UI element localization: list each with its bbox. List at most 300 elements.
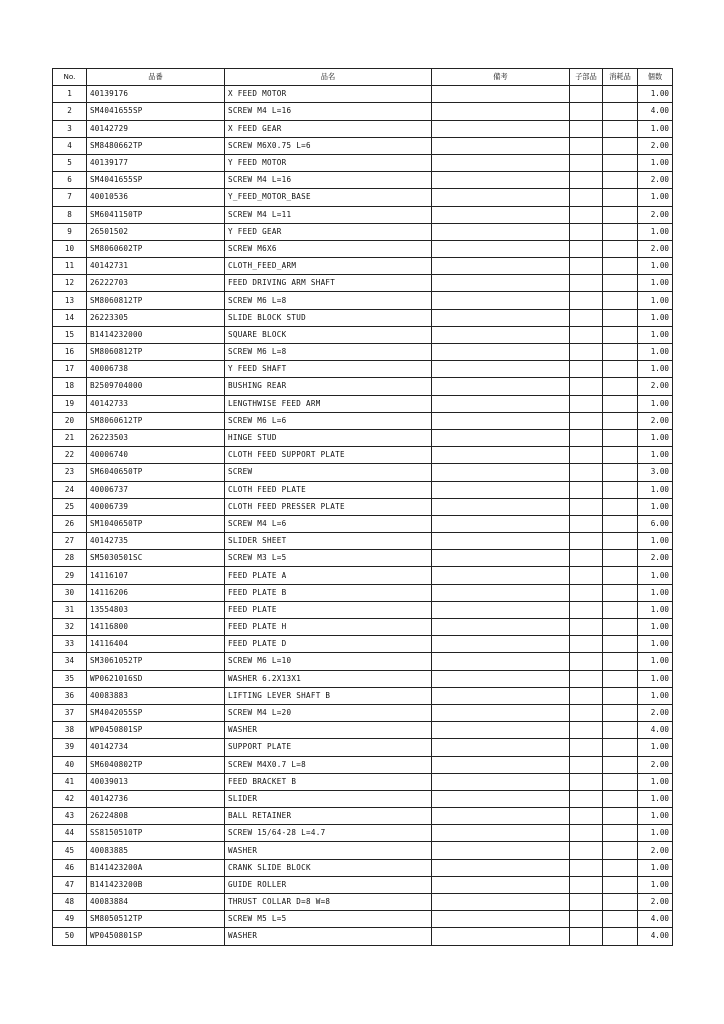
part-name-cell: LIFTING LEVER SHAFT B: [225, 687, 432, 704]
sub-part-cell: [570, 808, 603, 825]
remarks-cell: [432, 361, 570, 378]
quantity-cell: 1.00: [638, 481, 673, 498]
part-name-cell: CLOTH FEED PRESSER PLATE: [225, 498, 432, 515]
part-number-cell: SM6041150TP: [87, 206, 225, 223]
header-no: No.: [53, 69, 87, 86]
sub-part-cell: [570, 704, 603, 721]
part-name-cell: SCREW M4X0.7 L=8: [225, 756, 432, 773]
part-name-cell: SLIDER SHEET: [225, 533, 432, 550]
consumable-cell: [603, 825, 638, 842]
part-number-cell: 26501502: [87, 223, 225, 240]
row-no-cell: 7: [53, 189, 87, 206]
consumable-cell: [603, 619, 638, 636]
header-remarks: 備考: [432, 69, 570, 86]
quantity-cell: 1.00: [638, 361, 673, 378]
quantity-cell: 1.00: [638, 309, 673, 326]
consumable-cell: [603, 790, 638, 807]
part-number-cell: 40006739: [87, 498, 225, 515]
quantity-cell: 2.00: [638, 240, 673, 257]
remarks-cell: [432, 292, 570, 309]
part-name-cell: SQUARE BLOCK: [225, 326, 432, 343]
part-number-cell: 40142735: [87, 533, 225, 550]
table-row: [53, 842, 673, 859]
consumable-cell: [603, 464, 638, 481]
sub-part-cell: [570, 86, 603, 103]
part-number-cell: SM8050512TP: [87, 911, 225, 928]
sub-part-cell: [570, 859, 603, 876]
table-row: [53, 825, 673, 842]
table-row: [53, 704, 673, 721]
part-name-cell: BUSHING REAR: [225, 378, 432, 395]
row-no-cell: 20: [53, 412, 87, 429]
part-name-cell: Y FEED MOTOR: [225, 154, 432, 171]
quantity-cell: 1.00: [638, 223, 673, 240]
row-no-cell: 4: [53, 137, 87, 154]
part-name-cell: CLOTH_FEED_ARM: [225, 258, 432, 275]
quantity-cell: 2.00: [638, 137, 673, 154]
remarks-cell: [432, 756, 570, 773]
row-no-cell: 10: [53, 240, 87, 257]
part-name-cell: SCREW M6 L=8: [225, 344, 432, 361]
row-no-cell: 12: [53, 275, 87, 292]
part-number-cell: 40142731: [87, 258, 225, 275]
part-name-cell: SCREW M6 L=6: [225, 412, 432, 429]
sub-part-cell: [570, 258, 603, 275]
row-no-cell: 49: [53, 911, 87, 928]
row-no-cell: 26: [53, 515, 87, 532]
quantity-cell: 1.00: [638, 567, 673, 584]
part-number-cell: SM8060602TP: [87, 240, 225, 257]
table-row: [53, 722, 673, 739]
row-no-cell: 16: [53, 344, 87, 361]
remarks-cell: [432, 842, 570, 859]
consumable-cell: [603, 378, 638, 395]
quantity-cell: 3.00: [638, 464, 673, 481]
remarks-cell: [432, 326, 570, 343]
consumable-cell: [603, 172, 638, 189]
consumable-cell: [603, 344, 638, 361]
quantity-cell: 1.00: [638, 344, 673, 361]
table-row: [53, 498, 673, 515]
sub-part-cell: [570, 619, 603, 636]
quantity-cell: 2.00: [638, 206, 673, 223]
consumable-cell: [603, 103, 638, 120]
table-row: [53, 928, 673, 945]
part-number-cell: 14116206: [87, 584, 225, 601]
parts-table-body: [53, 86, 673, 945]
quantity-cell: 1.00: [638, 429, 673, 446]
sub-part-cell: [570, 584, 603, 601]
part-name-cell: CLOTH FEED PLATE: [225, 481, 432, 498]
remarks-cell: [432, 894, 570, 911]
quantity-cell: 1.00: [638, 189, 673, 206]
remarks-cell: [432, 911, 570, 928]
consumable-cell: [603, 773, 638, 790]
consumable-cell: [603, 533, 638, 550]
consumable-cell: [603, 808, 638, 825]
quantity-cell: 1.00: [638, 498, 673, 515]
part-number-cell: 40139177: [87, 154, 225, 171]
table-row: [53, 344, 673, 361]
sub-part-cell: [570, 447, 603, 464]
sub-part-cell: [570, 172, 603, 189]
sub-part-cell: [570, 894, 603, 911]
remarks-cell: [432, 687, 570, 704]
consumable-cell: [603, 240, 638, 257]
quantity-cell: 1.00: [638, 275, 673, 292]
quantity-cell: 6.00: [638, 515, 673, 532]
header-sub-part: 子部品: [570, 69, 603, 86]
table-row: [53, 137, 673, 154]
consumable-cell: [603, 550, 638, 567]
sub-part-cell: [570, 120, 603, 137]
part-name-cell: FEED PLATE B: [225, 584, 432, 601]
part-name-cell: X FEED MOTOR: [225, 86, 432, 103]
consumable-cell: [603, 206, 638, 223]
consumable-cell: [603, 447, 638, 464]
part-name-cell: SCREW M4 L=20: [225, 704, 432, 721]
part-name-cell: SCREW M4 L=16: [225, 172, 432, 189]
table-row: [53, 550, 673, 567]
table-row: [53, 292, 673, 309]
table-row: [53, 773, 673, 790]
part-number-cell: 40006740: [87, 447, 225, 464]
quantity-cell: 1.00: [638, 739, 673, 756]
quantity-cell: 1.00: [638, 859, 673, 876]
sub-part-cell: [570, 412, 603, 429]
table-row: [53, 687, 673, 704]
quantity-cell: 2.00: [638, 704, 673, 721]
sub-part-cell: [570, 567, 603, 584]
remarks-cell: [432, 722, 570, 739]
table-row: [53, 619, 673, 636]
part-number-cell: 26223503: [87, 429, 225, 446]
part-number-cell: 13554803: [87, 601, 225, 618]
consumable-cell: [603, 137, 638, 154]
sub-part-cell: [570, 189, 603, 206]
table-row: [53, 258, 673, 275]
row-no-cell: 40: [53, 756, 87, 773]
remarks-cell: [432, 790, 570, 807]
part-number-cell: 40142734: [87, 739, 225, 756]
sub-part-cell: [570, 601, 603, 618]
header-consumable: 消耗品: [603, 69, 638, 86]
part-name-cell: LENGTHWISE FEED ARM: [225, 395, 432, 412]
part-name-cell: FEED PLATE A: [225, 567, 432, 584]
remarks-cell: [432, 550, 570, 567]
table-row: [53, 172, 673, 189]
remarks-cell: [432, 206, 570, 223]
table-row: [53, 154, 673, 171]
part-name-cell: SCREW M4 L=16: [225, 103, 432, 120]
quantity-cell: 4.00: [638, 911, 673, 928]
sub-part-cell: [570, 756, 603, 773]
remarks-cell: [432, 533, 570, 550]
consumable-cell: [603, 601, 638, 618]
table-row: [53, 326, 673, 343]
row-no-cell: 41: [53, 773, 87, 790]
quantity-cell: 4.00: [638, 722, 673, 739]
remarks-cell: [432, 739, 570, 756]
consumable-cell: [603, 670, 638, 687]
consumable-cell: [603, 876, 638, 893]
consumable-cell: [603, 653, 638, 670]
table-row: [53, 636, 673, 653]
table-row: [53, 395, 673, 412]
consumable-cell: [603, 687, 638, 704]
quantity-cell: 1.00: [638, 447, 673, 464]
part-number-cell: SM3061052TP: [87, 653, 225, 670]
row-no-cell: 42: [53, 790, 87, 807]
row-no-cell: 48: [53, 894, 87, 911]
table-row: [53, 103, 673, 120]
sub-part-cell: [570, 876, 603, 893]
sub-part-cell: [570, 773, 603, 790]
part-number-cell: B141423200B: [87, 876, 225, 893]
consumable-cell: [603, 859, 638, 876]
row-no-cell: 18: [53, 378, 87, 395]
table-row: [53, 584, 673, 601]
sub-part-cell: [570, 395, 603, 412]
row-no-cell: 27: [53, 533, 87, 550]
consumable-cell: [603, 258, 638, 275]
sub-part-cell: [570, 790, 603, 807]
consumable-cell: [603, 429, 638, 446]
remarks-cell: [432, 223, 570, 240]
sub-part-cell: [570, 206, 603, 223]
part-number-cell: SM6040802TP: [87, 756, 225, 773]
remarks-cell: [432, 120, 570, 137]
table-row: [53, 412, 673, 429]
sub-part-cell: [570, 309, 603, 326]
part-name-cell: SCREW: [225, 464, 432, 481]
part-name-cell: BALL RETAINER: [225, 808, 432, 825]
sub-part-cell: [570, 223, 603, 240]
part-number-cell: SS8150510TP: [87, 825, 225, 842]
part-number-cell: 40139176: [87, 86, 225, 103]
remarks-cell: [432, 825, 570, 842]
consumable-cell: [603, 842, 638, 859]
quantity-cell: 1.00: [638, 120, 673, 137]
part-name-cell: SCREW M6 L=10: [225, 653, 432, 670]
part-name-cell: FEED DRIVING ARM SHAFT: [225, 275, 432, 292]
table-row: [53, 240, 673, 257]
part-number-cell: 40010536: [87, 189, 225, 206]
quantity-cell: 1.00: [638, 808, 673, 825]
consumable-cell: [603, 567, 638, 584]
row-no-cell: 17: [53, 361, 87, 378]
consumable-cell: [603, 498, 638, 515]
consumable-cell: [603, 739, 638, 756]
sub-part-cell: [570, 825, 603, 842]
sub-part-cell: [570, 722, 603, 739]
sub-part-cell: [570, 550, 603, 567]
sub-part-cell: [570, 154, 603, 171]
consumable-cell: [603, 928, 638, 945]
quantity-cell: 1.00: [638, 773, 673, 790]
row-no-cell: 34: [53, 653, 87, 670]
part-number-cell: 26223305: [87, 309, 225, 326]
part-number-cell: 14116800: [87, 619, 225, 636]
sub-part-cell: [570, 275, 603, 292]
row-no-cell: 1: [53, 86, 87, 103]
part-number-cell: B2509704000: [87, 378, 225, 395]
remarks-cell: [432, 928, 570, 945]
consumable-cell: [603, 326, 638, 343]
part-name-cell: WASHER: [225, 842, 432, 859]
sub-part-cell: [570, 928, 603, 945]
consumable-cell: [603, 584, 638, 601]
consumable-cell: [603, 275, 638, 292]
quantity-cell: 1.00: [638, 619, 673, 636]
part-name-cell: SCREW M4 L=6: [225, 515, 432, 532]
part-name-cell: FEED BRACKET B: [225, 773, 432, 790]
part-number-cell: SM4041655SP: [87, 172, 225, 189]
part-name-cell: CRANK SLIDE BLOCK: [225, 859, 432, 876]
quantity-cell: 2.00: [638, 378, 673, 395]
remarks-cell: [432, 498, 570, 515]
row-no-cell: 37: [53, 704, 87, 721]
remarks-cell: [432, 344, 570, 361]
remarks-cell: [432, 309, 570, 326]
part-name-cell: FEED PLATE: [225, 601, 432, 618]
row-no-cell: 38: [53, 722, 87, 739]
remarks-cell: [432, 567, 570, 584]
quantity-cell: 1.00: [638, 86, 673, 103]
consumable-cell: [603, 309, 638, 326]
row-no-cell: 36: [53, 687, 87, 704]
sub-part-cell: [570, 653, 603, 670]
part-number-cell: SM8060812TP: [87, 344, 225, 361]
table-row: [53, 86, 673, 103]
table-row: [53, 206, 673, 223]
quantity-cell: 4.00: [638, 103, 673, 120]
part-name-cell: GUIDE ROLLER: [225, 876, 432, 893]
row-no-cell: 32: [53, 619, 87, 636]
remarks-cell: [432, 670, 570, 687]
remarks-cell: [432, 412, 570, 429]
table-row: [53, 567, 673, 584]
consumable-cell: [603, 154, 638, 171]
consumable-cell: [603, 361, 638, 378]
consumable-cell: [603, 189, 638, 206]
row-no-cell: 14: [53, 309, 87, 326]
remarks-cell: [432, 240, 570, 257]
remarks-cell: [432, 636, 570, 653]
row-no-cell: 30: [53, 584, 87, 601]
table-row: [53, 601, 673, 618]
sub-part-cell: [570, 326, 603, 343]
row-no-cell: 39: [53, 739, 87, 756]
part-name-cell: SLIDER: [225, 790, 432, 807]
row-no-cell: 33: [53, 636, 87, 653]
part-name-cell: FEED PLATE D: [225, 636, 432, 653]
part-name-cell: Y FEED SHAFT: [225, 361, 432, 378]
remarks-cell: [432, 859, 570, 876]
table-row: [53, 515, 673, 532]
table-row: [53, 739, 673, 756]
row-no-cell: 25: [53, 498, 87, 515]
header-qty: 個数: [638, 69, 673, 86]
part-name-cell: SLIDE BLOCK STUD: [225, 309, 432, 326]
part-number-cell: SM6040650TP: [87, 464, 225, 481]
row-no-cell: 22: [53, 447, 87, 464]
part-number-cell: 26222703: [87, 275, 225, 292]
remarks-cell: [432, 653, 570, 670]
table-row: [53, 464, 673, 481]
remarks-cell: [432, 275, 570, 292]
row-no-cell: 45: [53, 842, 87, 859]
parts-table: [52, 68, 673, 946]
sub-part-cell: [570, 361, 603, 378]
table-row: [53, 876, 673, 893]
quantity-cell: 2.00: [638, 550, 673, 567]
consumable-cell: [603, 223, 638, 240]
remarks-cell: [432, 189, 570, 206]
sub-part-cell: [570, 533, 603, 550]
part-name-cell: SCREW M4 L=11: [225, 206, 432, 223]
part-name-cell: WASHER 6.2X13X1: [225, 670, 432, 687]
remarks-cell: [432, 154, 570, 171]
sub-part-cell: [570, 498, 603, 515]
quantity-cell: 1.00: [638, 326, 673, 343]
table-row: [53, 790, 673, 807]
remarks-cell: [432, 172, 570, 189]
table-row: [53, 533, 673, 550]
row-no-cell: 21: [53, 429, 87, 446]
part-number-cell: B141423200A: [87, 859, 225, 876]
remarks-cell: [432, 876, 570, 893]
consumable-cell: [603, 395, 638, 412]
table-row: [53, 189, 673, 206]
table-row: [53, 378, 673, 395]
part-number-cell: WP0450801SP: [87, 928, 225, 945]
quantity-cell: 1.00: [638, 154, 673, 171]
quantity-cell: 1.00: [638, 825, 673, 842]
row-no-cell: 13: [53, 292, 87, 309]
quantity-cell: 2.00: [638, 172, 673, 189]
part-name-cell: Y FEED GEAR: [225, 223, 432, 240]
part-name-cell: Y_FEED_MOTOR_BASE: [225, 189, 432, 206]
row-no-cell: 44: [53, 825, 87, 842]
sub-part-cell: [570, 137, 603, 154]
remarks-cell: [432, 378, 570, 395]
table-row: [53, 670, 673, 687]
part-number-cell: 40142736: [87, 790, 225, 807]
consumable-cell: [603, 120, 638, 137]
part-number-cell: SM5030501SC: [87, 550, 225, 567]
part-number-cell: 40083884: [87, 894, 225, 911]
header-part-no: 品番: [87, 69, 225, 86]
part-number-cell: 40142729: [87, 120, 225, 137]
header-row: [53, 69, 673, 86]
remarks-cell: [432, 86, 570, 103]
consumable-cell: [603, 481, 638, 498]
sub-part-cell: [570, 378, 603, 395]
table-row: [53, 481, 673, 498]
row-no-cell: 19: [53, 395, 87, 412]
part-name-cell: SCREW M6X0.75 L=6: [225, 137, 432, 154]
row-no-cell: 6: [53, 172, 87, 189]
quantity-cell: 1.00: [638, 670, 673, 687]
table-row: [53, 859, 673, 876]
table-row: [53, 275, 673, 292]
quantity-cell: 1.00: [638, 258, 673, 275]
sub-part-cell: [570, 429, 603, 446]
remarks-cell: [432, 395, 570, 412]
sub-part-cell: [570, 344, 603, 361]
table-row: [53, 120, 673, 137]
